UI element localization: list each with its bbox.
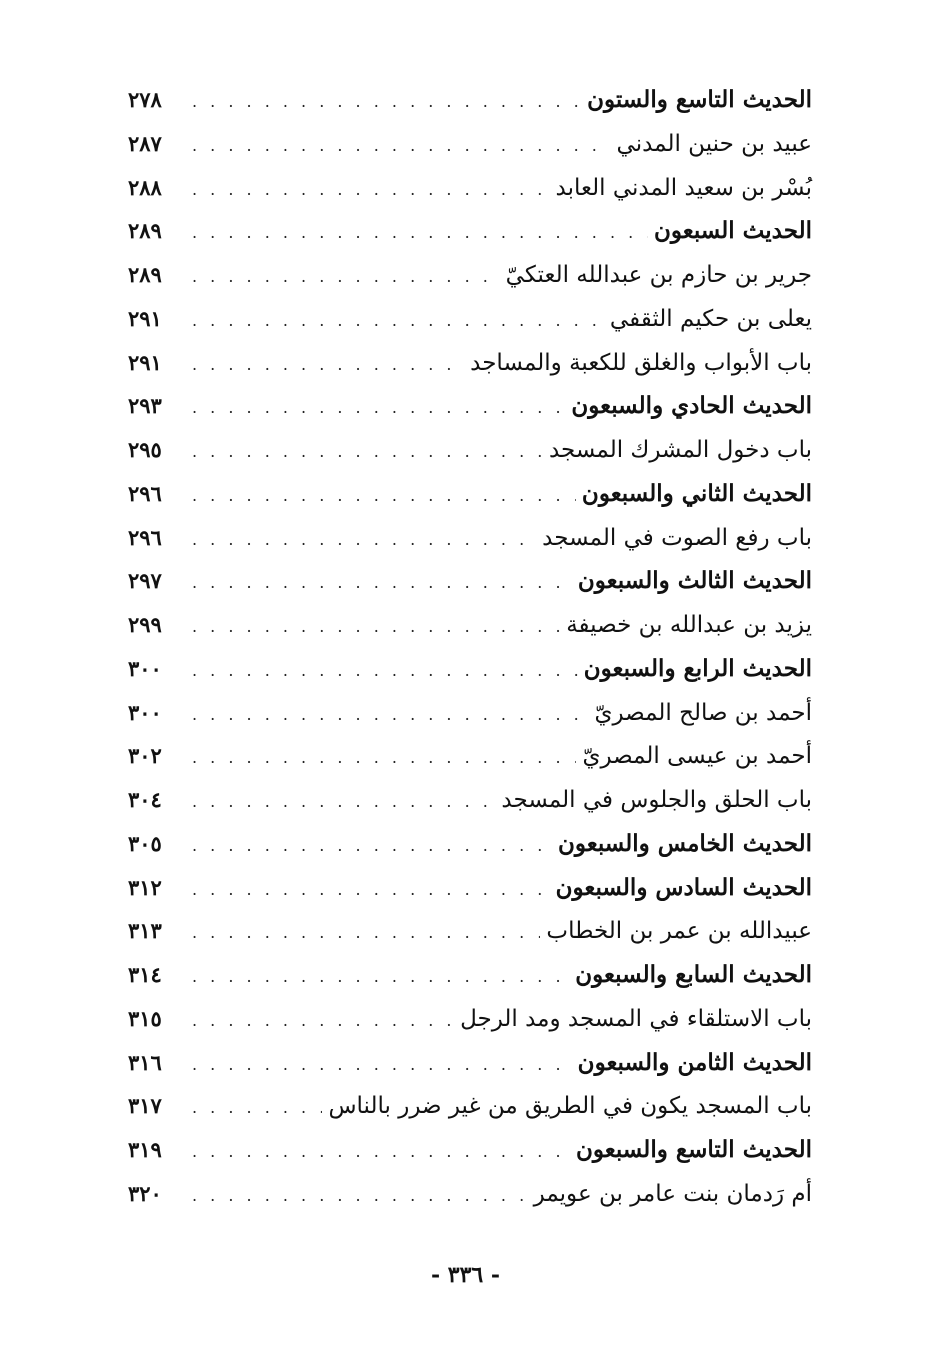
dot-leader [192,999,454,1043]
toc-entry-page: ٣٠٤ [128,787,162,812]
toc-entry [128,997,812,1041]
toc-entry-title: أحمد بن عيسى المصريّ [582,743,812,770]
dot-leader [192,1130,570,1174]
toc-entry [128,341,812,385]
toc-entry [128,778,812,822]
toc-entry [128,1041,812,1085]
toc-entry-title: الحديث السبعون [653,217,812,245]
toc-entry-page: ٢٨٨ [128,174,162,200]
toc-entry [128,516,812,560]
toc-entry [128,166,812,210]
toc-entry-page: ٢٩٣ [128,393,162,419]
toc-entry-page: ٢٩٧ [128,568,162,594]
toc-entry-title: الحديث الحادي والسبعون [571,392,812,420]
toc-entry-title: الحديث الخامس والسبعون [557,829,812,857]
toc-entry-page: ٢٩٥ [128,437,162,462]
toc-entry-title: يزيد بن عبدالله بن خصيفة [566,612,812,638]
dot-leader [192,386,565,430]
toc-entry [128,691,812,735]
toc-entry [128,603,812,647]
toc-entry-title: أم رَدمان بنت عامر بن عويمر [533,1180,812,1207]
dot-leader [192,693,588,737]
toc-entry-page: ٢٩١ [128,305,162,331]
toc-entry-title: باب الاستلقاء في المسجد ومد الرجل [460,1005,812,1032]
toc-entry-page: ٣٠٥ [128,830,162,856]
toc-entry-page: ٣١٤ [128,962,162,987]
dot-leader [192,824,552,868]
dot-leader [192,780,495,824]
toc-entry-page: ٢٨٩ [128,262,162,287]
toc-entry-title: عبيد بن حنين المدني [616,130,812,157]
toc-entry-title: باب الحلق والجلوس في المسجد [501,787,812,813]
toc-entry [128,384,812,428]
toc-entry [128,472,812,516]
dot-leader [192,1043,572,1087]
toc-entry-title: أحمد بن صالح المصريّ [594,699,812,726]
toc-entry [128,1084,812,1128]
toc-entry-page: ٢٨٧ [128,130,162,156]
toc-entry [128,297,812,341]
dot-leader [192,430,543,474]
toc-entry-title: الحديث الثاني والسبعون [581,479,812,507]
toc-entry-title: باب دخول المشرك المسجد [548,437,812,463]
toc-entry [128,953,812,997]
toc-entry [128,734,812,778]
toc-entry [128,1172,812,1216]
toc-entry [128,428,812,472]
toc-entry [128,78,812,122]
dot-leader [192,80,581,124]
dot-leader [192,343,464,387]
toc-entry-title: الحديث الثالث والسبعون [577,567,812,595]
toc-entry-title: عبيدالله بن عمر بن الخطاب [546,918,812,945]
toc-entry-title: الحديث التاسع والستون [587,86,812,113]
toc-entry [128,1128,812,1172]
dot-leader [192,255,500,299]
toc-entry [128,822,812,866]
dot-leader [192,649,578,693]
toc-entry [128,209,812,253]
toc-entry-page: ٢٩٦ [128,524,162,550]
table-of-contents [128,78,812,1216]
dot-leader [192,868,550,912]
toc-entry-title: باب رفع الصوت في المسجد [542,524,812,551]
toc-entry [128,253,812,297]
toc-entry-page: ٣١٥ [128,1005,162,1031]
toc-entry-title: جرير بن حازم بن عبدالله العتكيّ [505,262,812,288]
toc-entry [128,909,812,953]
toc-entry-title: باب الأبواب والغلق للكعبة والمساجد [470,349,812,376]
toc-entry-page: ٢٨٩ [128,218,162,244]
toc-entry-title: الحديث السادس والسبعون [555,873,812,901]
toc-entry [128,559,812,603]
toc-entry-page: ٢٧٨ [128,87,162,112]
toc-entry-page: ٣١٦ [128,1049,162,1075]
dot-leader [192,955,569,999]
toc-entry-title: الحديث الرابع والسبعون [583,654,812,682]
toc-entry-page: ٢٩١ [128,349,162,375]
toc-entry-page: ٣٠٠ [128,699,162,725]
toc-entry-page: ٣١٧ [128,1093,162,1119]
toc-entry-title: الحديث الثامن والسبعون [577,1048,812,1076]
toc-entry-title: يعلى بن حكيم الثقفي [609,305,812,332]
toc-entry-title: الحديث التاسع والسبعون [575,1136,812,1163]
dot-leader [192,1174,528,1218]
toc-entry-page: ٣٠٠ [128,655,162,681]
toc-entry [128,647,812,691]
toc-entry [128,122,812,166]
dot-leader [192,605,560,649]
dot-leader [192,211,648,255]
toc-entry-page: ٣٠٢ [128,743,162,769]
dot-leader [192,561,572,605]
toc-entry-page: ٣١٣ [128,918,162,944]
toc-entry-page: ٣١٩ [128,1137,162,1162]
toc-entry-page: ٣١٢ [128,874,162,900]
dot-leader [192,911,540,955]
page-number: - ٣٣٦ - [430,1262,501,1288]
toc-entry-page: ٢٩٩ [128,612,162,637]
dot-leader [192,124,611,168]
toc-entry-title: باب المسجد يكون في الطريق من غير ضرر بالناس [328,1093,812,1120]
toc-entry-page: ٣٢٠ [128,1180,162,1206]
dot-leader [192,736,576,780]
dot-leader [192,1086,322,1130]
toc-entry-title: بُسْر بن سعيد المدني العابد [555,174,812,201]
toc-entry-title: الحديث السابع والسبعون [575,961,812,988]
dot-leader [192,518,536,562]
dot-leader [192,474,576,518]
toc-entry-page: ٢٩٦ [128,480,162,506]
toc-entry [128,866,812,910]
dot-leader [192,299,604,343]
dot-leader [192,168,550,212]
